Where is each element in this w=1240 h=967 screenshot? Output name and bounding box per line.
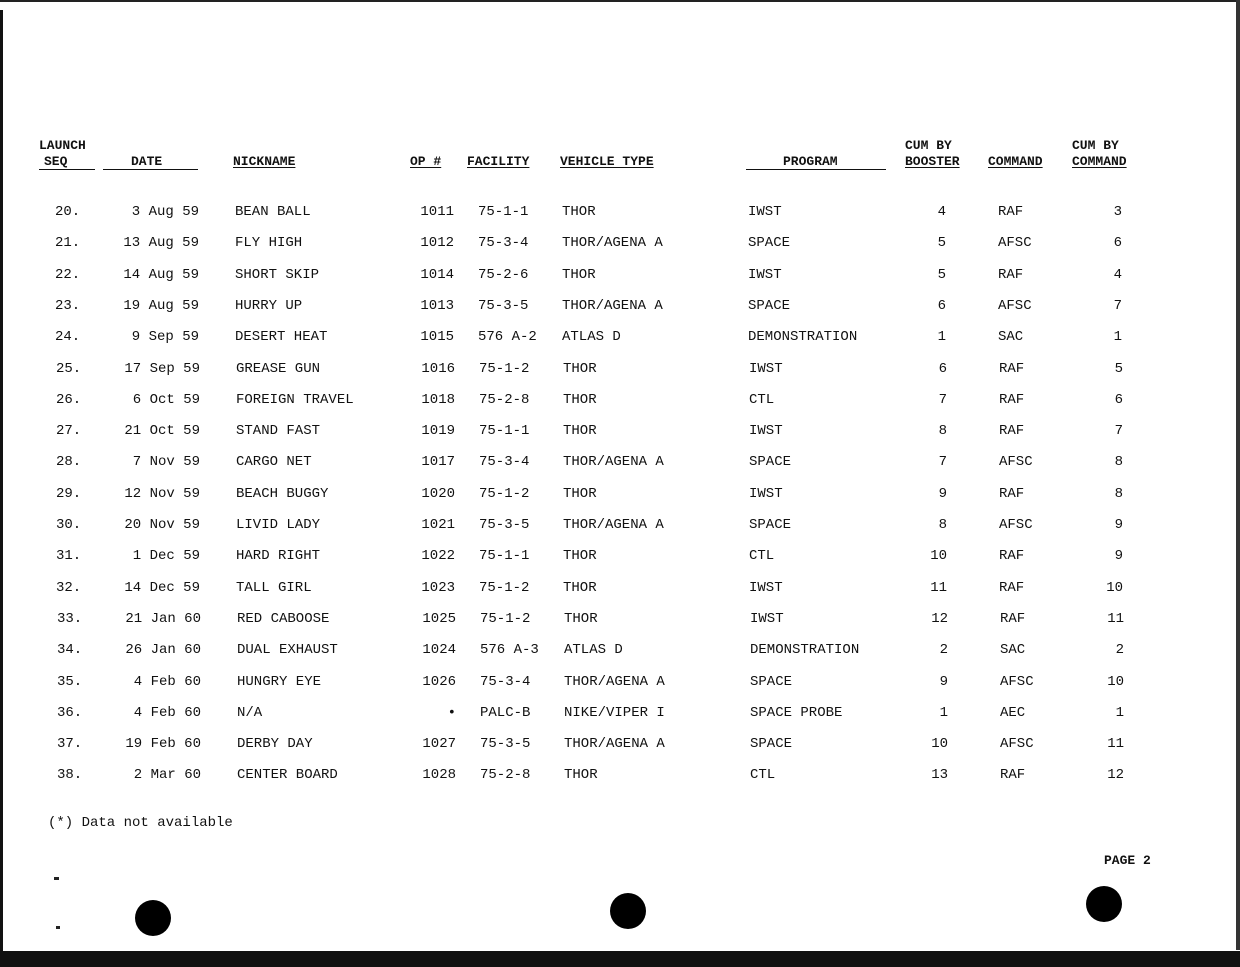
cell-cum-command: 9 [1114, 517, 1123, 533]
cell-program: IWST [749, 361, 783, 377]
cell-nickname: CARGO NET [236, 454, 312, 470]
cell-seq: 20. [55, 204, 81, 220]
cell-cum-command: 1 [1115, 705, 1124, 721]
cell-command: RAF [999, 580, 1025, 596]
cell-op-num: 1023 [421, 580, 455, 596]
page-number-label: PAGE 2 [1104, 853, 1151, 868]
cell-date: 19 Feb 60 [125, 736, 201, 752]
header-cum-command [1072, 138, 1127, 170]
cell-facility: 75-3-5 [478, 298, 529, 314]
header-nickname [233, 154, 295, 170]
cell-op-num: 1027 [422, 736, 456, 752]
cell-vehicle-type: THOR/AGENA A [562, 235, 663, 251]
cell-facility: 75-1-2 [479, 486, 530, 502]
cell-date: 4 Feb 60 [133, 705, 201, 721]
cell-command: RAF [1000, 611, 1026, 627]
header-cum-booster-line2 [905, 154, 960, 170]
cell-cum-command: 4 [1113, 267, 1122, 283]
cell-cum-booster: 4 [937, 204, 946, 220]
cell-cum-command: 10 [1107, 674, 1124, 690]
cell-cum-booster: 10 [931, 736, 948, 752]
cell-seq: 29. [56, 486, 82, 502]
cell-date: 4 Feb 60 [133, 674, 201, 690]
cell-nickname: HUNGRY EYE [237, 674, 322, 690]
cell-date: 7 Nov 59 [132, 454, 200, 470]
cell-date: 17 Sep 59 [124, 361, 200, 377]
cell-seq: 31. [56, 548, 82, 564]
cell-seq: 22. [55, 267, 81, 283]
cell-facility: 75-1-1 [479, 548, 530, 564]
cell-program: SPACE [748, 235, 791, 251]
cell-facility: 75-1-2 [479, 361, 530, 377]
cell-cum-booster: 11 [930, 580, 947, 596]
cell-seq: 33. [57, 611, 83, 627]
cell-facility: 75-1-1 [479, 423, 530, 439]
cell-facility: 75-3-4 [479, 454, 530, 470]
cell-nickname: BEACH BUGGY [236, 486, 329, 502]
cell-command: RAF [998, 267, 1024, 283]
cell-nickname: HURRY UP [235, 298, 303, 314]
cell-op-num: 1016 [421, 361, 455, 377]
cell-op-num: 1020 [421, 486, 455, 502]
header-cum-command-line2 [1072, 154, 1127, 170]
cell-cum-booster: 13 [931, 767, 948, 783]
cell-op-num: 1015 [420, 329, 454, 345]
cell-date: 19 Aug 59 [123, 298, 199, 314]
cell-command: AFSC [1000, 736, 1034, 752]
header-cum-command-line1: CUM BY [1072, 138, 1119, 153]
scan-speck [54, 877, 59, 880]
cell-program: IWST [749, 580, 783, 596]
header-launch-seq-line1: LAUNCH [39, 138, 86, 153]
cell-facility: 75-3-5 [479, 517, 530, 533]
cell-cum-command: 1 [1113, 329, 1122, 345]
cell-command: RAF [999, 392, 1025, 408]
cell-program: DEMONSTRATION [748, 329, 858, 345]
cell-facility: 75-1-2 [479, 580, 530, 596]
cell-facility: 75-2-8 [479, 392, 530, 408]
cell-nickname: DESERT HEAT [235, 329, 328, 345]
cell-nickname: BEAN BALL [235, 204, 311, 220]
cell-op-num: 1014 [420, 267, 454, 283]
cell-seq: 21. [55, 235, 81, 251]
cell-nickname: LIVID LADY [236, 517, 321, 533]
cell-command: RAF [999, 423, 1025, 439]
cell-program: SPACE PROBE [750, 705, 843, 721]
cell-cum-command: 7 [1114, 423, 1123, 439]
cell-cum-booster: 9 [938, 486, 947, 502]
cell-cum-command: 11 [1107, 736, 1124, 752]
header-program-underline [746, 169, 886, 170]
cell-vehicle-type: ATLAS D [564, 642, 623, 658]
cell-cum-booster: 8 [938, 423, 947, 439]
punch-hole-left [135, 900, 171, 936]
cell-facility: 75-1-1 [478, 204, 529, 220]
cell-command: RAF [999, 486, 1025, 502]
cell-vehicle-type: THOR [562, 267, 596, 283]
header-launch-seq-underline [39, 169, 95, 170]
cell-command: AFSC [999, 454, 1033, 470]
cell-vehicle-type: THOR [563, 423, 597, 439]
cell-vehicle-type: THOR [564, 611, 598, 627]
cell-program: IWST [748, 267, 782, 283]
header-facility-text: FACILITY [467, 154, 530, 169]
cell-facility: 75-2-6 [478, 267, 529, 283]
cell-seq: 35. [57, 674, 83, 690]
scan-border-bottom [0, 951, 1240, 967]
cell-op-num: 1011 [420, 204, 454, 220]
cell-date: 20 Nov 59 [124, 517, 200, 533]
cell-vehicle-type: THOR/AGENA A [562, 298, 663, 314]
cell-command: RAF [999, 548, 1025, 564]
cell-command: AEC [1000, 705, 1026, 721]
header-date-underline [103, 169, 198, 170]
cell-op-num: 1012 [420, 235, 454, 251]
cell-cum-booster: 1 [939, 705, 948, 721]
cell-cum-command: 12 [1107, 767, 1124, 783]
cell-date: 3 Aug 59 [131, 204, 199, 220]
cell-vehicle-type: THOR [563, 486, 597, 502]
cell-op-num: • [447, 705, 456, 721]
cell-cum-booster: 5 [937, 235, 946, 251]
cell-command: AFSC [998, 235, 1032, 251]
cell-nickname: SHORT SKIP [235, 267, 320, 283]
cell-op-num: 1017 [421, 454, 455, 470]
cell-nickname: GREASE GUN [236, 361, 321, 377]
cell-date: 12 Nov 59 [124, 486, 200, 502]
cell-program: DEMONSTRATION [750, 642, 860, 658]
cell-nickname: DERBY DAY [237, 736, 313, 752]
cell-command: SAC [1000, 642, 1026, 658]
cell-cum-booster: 5 [937, 267, 946, 283]
cell-program: CTL [749, 548, 775, 564]
cell-nickname: TALL GIRL [236, 580, 312, 596]
cell-nickname: N/A [237, 705, 263, 721]
cell-op-num: 1022 [421, 548, 455, 564]
cell-cum-booster: 9 [939, 674, 948, 690]
cell-seq: 32. [56, 580, 82, 596]
cell-seq: 37. [57, 736, 83, 752]
cell-facility: 75-1-2 [480, 611, 531, 627]
cell-cum-command: 9 [1114, 548, 1123, 564]
cell-facility: 576 A-2 [478, 329, 537, 345]
cell-op-num: 1025 [422, 611, 456, 627]
cell-vehicle-type: THOR [563, 580, 597, 596]
cell-facility: PALC-B [480, 705, 531, 721]
cell-vehicle-type: THOR/AGENA A [563, 454, 664, 470]
footnote: (*) Data not available [48, 815, 233, 831]
cell-nickname: CENTER BOARD [237, 767, 338, 783]
cell-seq: 34. [57, 642, 83, 658]
cell-cum-command: 7 [1113, 298, 1122, 314]
cell-vehicle-type: THOR [563, 392, 597, 408]
header-facility [467, 154, 529, 170]
cell-cum-command: 5 [1114, 361, 1123, 377]
cell-seq: 26. [56, 392, 82, 408]
cell-cum-command: 10 [1106, 580, 1123, 596]
header-cum-booster [905, 138, 960, 170]
cell-op-num: 1013 [420, 298, 454, 314]
cell-program: IWST [748, 204, 782, 220]
scan-border-right [1236, 0, 1240, 950]
cell-date: 14 Aug 59 [123, 267, 199, 283]
cell-vehicle-type: THOR [562, 204, 596, 220]
cell-cum-command: 8 [1114, 454, 1123, 470]
cell-cum-booster: 6 [938, 361, 947, 377]
cell-command: AFSC [999, 517, 1033, 533]
cell-cum-command: 2 [1115, 642, 1124, 658]
cell-seq: 27. [56, 423, 82, 439]
cell-program: IWST [749, 486, 783, 502]
cell-vehicle-type: NIKE/VIPER I [564, 705, 665, 721]
cell-program: IWST [750, 611, 784, 627]
scan-speck [56, 926, 60, 929]
cell-cum-booster: 8 [938, 517, 947, 533]
cell-facility: 75-2-8 [480, 767, 531, 783]
cell-vehicle-type: ATLAS D [562, 329, 621, 345]
cell-nickname: DUAL EXHAUST [237, 642, 338, 658]
cell-date: 21 Oct 59 [124, 423, 200, 439]
cell-seq: 24. [55, 329, 81, 345]
punch-hole-right [1086, 886, 1122, 922]
cell-seq: 23. [55, 298, 81, 314]
cell-date: 13 Aug 59 [123, 235, 199, 251]
cell-vehicle-type: THOR [564, 767, 598, 783]
cell-program: SPACE [750, 674, 793, 690]
cell-program: SPACE [750, 736, 793, 752]
cell-op-num: 1024 [422, 642, 456, 658]
cell-seq: 28. [56, 454, 82, 470]
cell-nickname: RED CABOOSE [237, 611, 330, 627]
cell-date: 9 Sep 59 [131, 329, 199, 345]
cell-date: 1 Dec 59 [132, 548, 200, 564]
cell-nickname: HARD RIGHT [236, 548, 321, 564]
cell-command: AFSC [1000, 674, 1034, 690]
cell-cum-booster: 2 [939, 642, 948, 658]
cell-op-num: 1026 [422, 674, 456, 690]
cell-vehicle-type: THOR/AGENA A [563, 517, 664, 533]
header-date: DATE [131, 154, 163, 169]
cell-program: CTL [750, 767, 776, 783]
header-op-num [410, 154, 441, 170]
header-program: PROGRAM [783, 154, 838, 169]
cell-seq: 38. [57, 767, 83, 783]
cell-cum-command: 11 [1107, 611, 1124, 627]
cell-program: IWST [749, 423, 783, 439]
cell-command: AFSC [998, 298, 1032, 314]
cell-cum-command: 6 [1114, 392, 1123, 408]
header-nickname-text: NICKNAME [233, 154, 296, 169]
cell-command: RAF [998, 204, 1024, 220]
scan-border-left [0, 10, 3, 967]
cell-cum-command: 8 [1114, 486, 1123, 502]
cell-nickname: FOREIGN TRAVEL [236, 392, 354, 408]
cell-command: SAC [998, 329, 1024, 345]
header-vehicle-type-text: VEHICLE TYPE [560, 154, 654, 169]
punch-hole-center [610, 893, 646, 929]
cell-date: 6 Oct 59 [132, 392, 200, 408]
cell-date: 2 Mar 60 [133, 767, 201, 783]
cell-op-num: 1018 [421, 392, 455, 408]
cell-cum-booster: 6 [937, 298, 946, 314]
cell-vehicle-type: THOR/AGENA A [564, 736, 665, 752]
header-op-num-text: OP # [410, 154, 442, 169]
header-cum-command-line2-text: COMMAND [1072, 154, 1127, 169]
cell-program: SPACE [749, 517, 792, 533]
cell-cum-booster: 10 [930, 548, 947, 564]
cell-facility: 75-3-4 [480, 674, 531, 690]
cell-date: 21 Jan 60 [125, 611, 201, 627]
cell-nickname: STAND FAST [236, 423, 321, 439]
cell-facility: 75-3-4 [478, 235, 529, 251]
cell-cum-booster: 7 [938, 392, 947, 408]
cell-facility: 75-3-5 [480, 736, 531, 752]
cell-command: RAF [999, 361, 1025, 377]
header-command-text: COMMAND [988, 154, 1043, 169]
cell-cum-booster: 7 [938, 454, 947, 470]
cell-seq: 25. [56, 361, 82, 377]
scan-border-top [0, 0, 1240, 2]
cell-vehicle-type: THOR [563, 548, 597, 564]
cell-program: CTL [749, 392, 775, 408]
header-vehicle-type [560, 154, 654, 170]
header-cum-booster-line2-text: BOOSTER [905, 154, 960, 169]
cell-program: SPACE [749, 454, 792, 470]
cell-program: SPACE [748, 298, 791, 314]
header-launch-seq-line2: SEQ [44, 154, 68, 169]
cell-op-num: 1019 [421, 423, 455, 439]
cell-nickname: FLY HIGH [235, 235, 303, 251]
header-command [988, 154, 1043, 170]
cell-op-num: 1021 [421, 517, 455, 533]
cell-date: 26 Jan 60 [125, 642, 201, 658]
cell-command: RAF [1000, 767, 1026, 783]
cell-cum-command: 3 [1113, 204, 1122, 220]
cell-cum-booster: 12 [931, 611, 948, 627]
header-cum-booster-line1: CUM BY [905, 138, 952, 153]
cell-date: 14 Dec 59 [124, 580, 200, 596]
cell-op-num: 1028 [422, 767, 456, 783]
cell-facility: 576 A-3 [480, 642, 539, 658]
cell-cum-booster: 1 [937, 329, 946, 345]
cell-seq: 36. [57, 705, 83, 721]
cell-cum-command: 6 [1113, 235, 1122, 251]
cell-vehicle-type: THOR [563, 361, 597, 377]
header-launch-seq [39, 138, 86, 170]
cell-seq: 30. [56, 517, 82, 533]
cell-vehicle-type: THOR/AGENA A [564, 674, 665, 690]
